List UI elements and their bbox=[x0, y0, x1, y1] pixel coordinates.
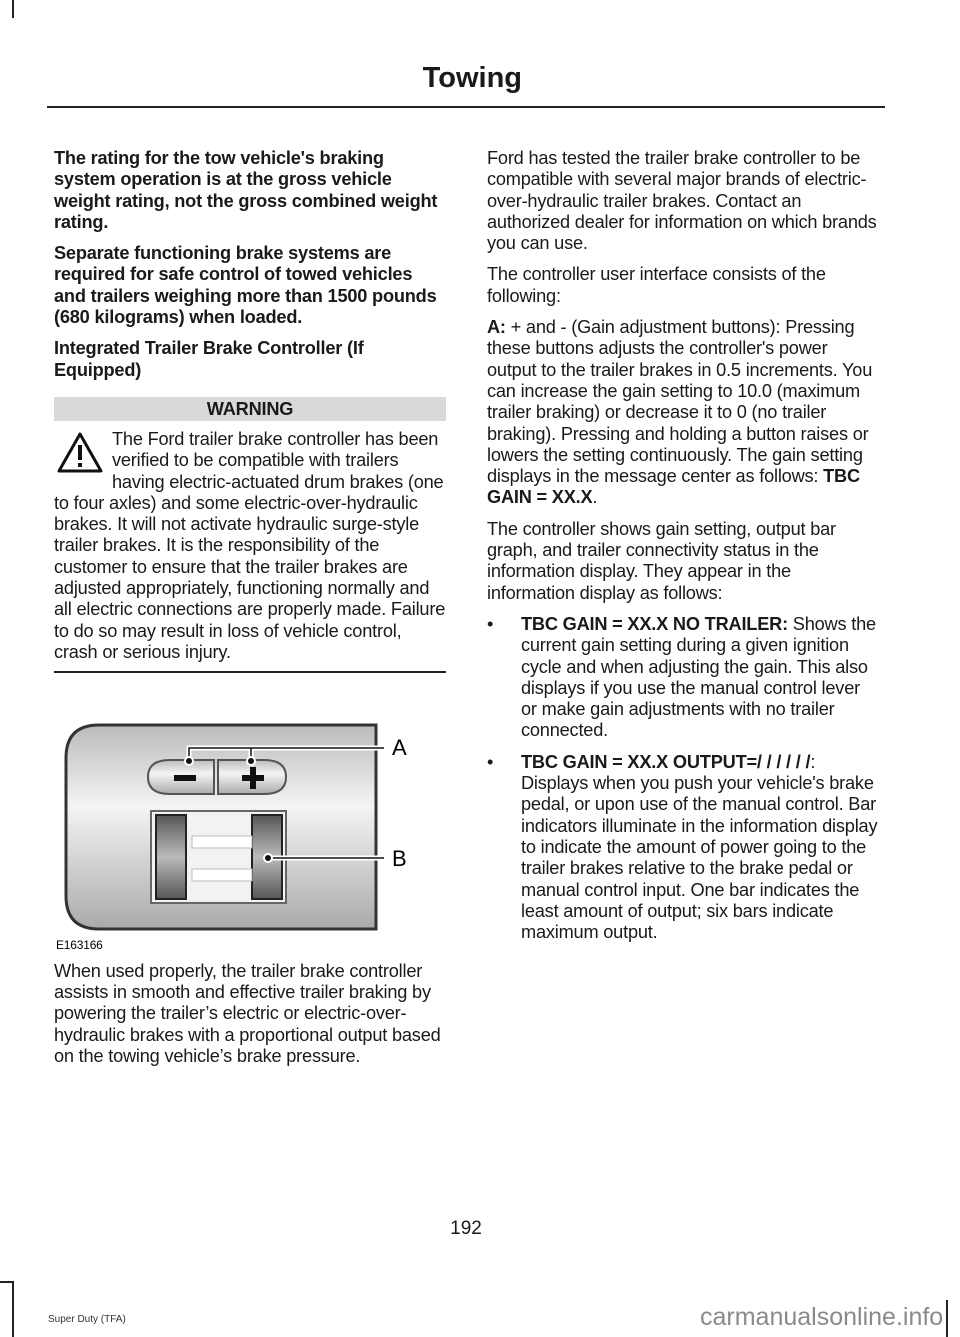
crop-mark bbox=[946, 1300, 948, 1337]
right-column bbox=[487, 148, 879, 953]
gain-minus-button bbox=[148, 760, 214, 794]
list-item bbox=[487, 614, 879, 742]
warning-box bbox=[54, 429, 446, 673]
paragraph: The controller user interface consists of the following: bbox=[487, 264, 826, 306]
crop-mark bbox=[12, 1281, 14, 1337]
left-column bbox=[54, 148, 446, 1077]
bullet-list bbox=[487, 614, 879, 943]
section-heading: Integrated Trailer Brake Controller (If Equipped) bbox=[54, 338, 364, 380]
bullet-icon: • bbox=[487, 613, 494, 634]
item-label: TBC GAIN = XX.X NO TRAILER: bbox=[521, 613, 788, 634]
paragraph: When used properly, the trailer brake controller assists in smooth and effective trailer braking by powering the trailer’s electric or electric-over-hydraulic brakes with a proportional output based on the towing vehicle’s brake pressure. bbox=[54, 960, 441, 1066]
page-title: Towing bbox=[422, 62, 522, 94]
list-item bbox=[487, 752, 879, 944]
warning-triangle-icon bbox=[56, 431, 104, 475]
item-label: A: bbox=[487, 317, 506, 338]
manual-control-lever bbox=[156, 815, 186, 899]
paragraph: Separate functioning brake systems are required for safe control of towed vehicles and trailers weighing more than 1500 pounds (680 kilograms) when loaded. bbox=[54, 243, 437, 328]
item-text: Shows the current gain setting during a given ignition cycle and when adjusting the gain. This also displays if you use the manual control lever or make gain adjustments with no trailer connected. bbox=[521, 613, 876, 741]
warning-text: The Ford trailer brake controller has been verified to be compatible with trailers having electric-actuated drum brakes (one to four axles) and some electric-over-hydraulic brakes. It will not activate hydraulic surge-style trailer brakes. It is the responsibility of the customer to ensure that the trailer brakes are adjusted appropriately, functioning normally and all electric connections are properly made. Failure to do so may result in loss of vehicle control, crash or serious injury. bbox=[54, 428, 446, 662]
paragraph-text: + and - (Gain adjustment buttons): Pressing these buttons adjusts the controller's power output to the trailer brakes in 0.5 increments. You can increase the gain setting to 10.0 (maximum trailer braking) or decrease it to 0 (no trailer braking). Pressing and holding a button raises or lowers the setting continuously. The gain setting displays in the message center as follows: bbox=[487, 317, 873, 487]
callout-a: A bbox=[392, 734, 407, 760]
header-rule bbox=[47, 106, 885, 108]
callout-b: B bbox=[392, 845, 407, 871]
warning-rule bbox=[54, 671, 446, 673]
controller-figure bbox=[54, 713, 446, 953]
paragraph bbox=[487, 317, 879, 509]
crop-mark bbox=[12, 0, 14, 18]
punctuation: . bbox=[592, 487, 598, 508]
watermark: carmanualsonline.info bbox=[700, 1303, 944, 1331]
figure-code: E163166 bbox=[56, 937, 103, 952]
display-code: TBC GAIN = XX.X bbox=[487, 466, 860, 508]
paragraph: The rating for the tow vehicle's braking system operation is at the gross vehicle weight rating, not the gross combined weight rating. bbox=[54, 148, 438, 232]
paragraph: The controller shows gain setting, output bar graph, and trailer connectivity status in the information display. They appear in the information display as follows: bbox=[487, 518, 836, 603]
item-text: : Displays when you push your vehicle's brake pedal, or upon use of the manual control. Bar indicators illuminate in the information display to indicate the amount of power going to the trailer brakes relative to the brake pedal or manual control input. One bar indicates the least amount of output; six bars indicate maximum output. bbox=[521, 751, 878, 943]
item-label: TBC GAIN = XX.X OUTPUT=/ / / / / / bbox=[521, 751, 811, 772]
footer-model: Super Duty (TFA) bbox=[48, 1314, 126, 1325]
page-number: 192 bbox=[450, 1218, 482, 1239]
paragraph: Ford has tested the trailer brake controller to be compatible with several major brands of electric-over-hydraulic trailer brakes. Contact an authorized dealer for information on which brands you can use. bbox=[487, 148, 877, 254]
bullet-icon: • bbox=[487, 751, 494, 772]
warning-label: WARNING bbox=[54, 397, 446, 421]
